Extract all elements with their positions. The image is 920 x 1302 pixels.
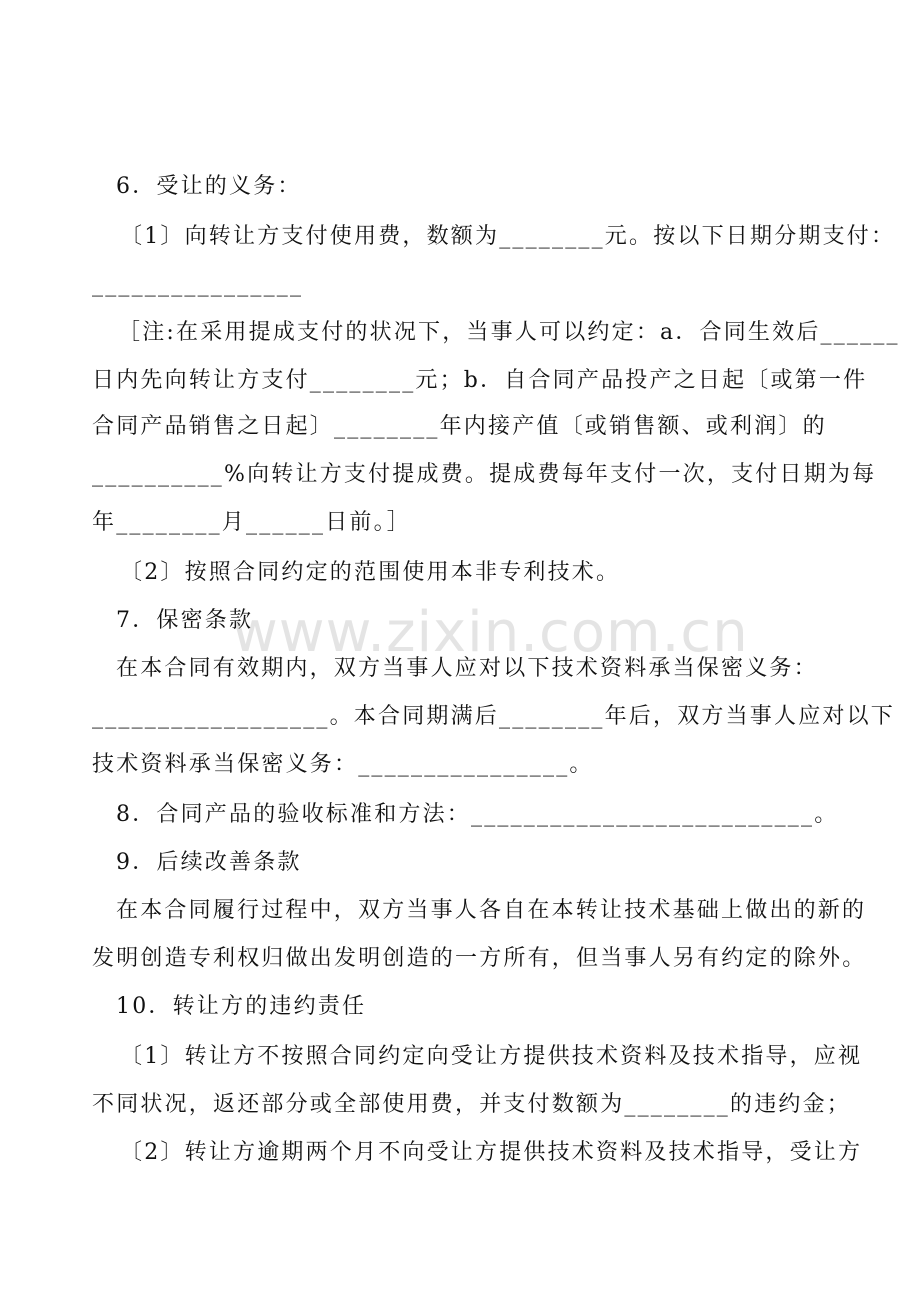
section-10-heading: 10．转让方的违约责任	[116, 994, 367, 1019]
section-7-line-1: 在本合同有效期内，双方当事人应对以下技术资料承当保密义务：	[116, 656, 818, 681]
note-line-3: 合同产品销售之日起〕________年内接产值〔或销售额、或利润〕的	[92, 414, 827, 439]
clause-6-1: 〔1〕向转让方支付使用费，数额为________元。按以下日期分期支付：	[120, 224, 896, 249]
section-8: 8．合同产品的验收标准和方法：__________________________。	[116, 802, 839, 827]
blank-line: ________________	[92, 272, 304, 297]
section-7-line-3: 技术资料承当保密义务：________________。	[92, 752, 594, 777]
clause-10-1-line-2: 不同状况，返还部分或全部使用费，并支付数额为________的违约金；	[92, 1092, 852, 1117]
clause-10-1-line-1: 〔1〕转让方不按照合同约定向受让方提供技术资料及技术指导，应视	[120, 1044, 863, 1069]
section-6-heading: 6．受让的义务：	[116, 174, 302, 199]
section-7-heading: 7．保密条款	[116, 608, 254, 633]
note-line-4: __________%向转让方支付提成费。提成费每年支付一次，支付日期为每	[92, 462, 877, 487]
section-9-line-2: 发明创造专利权归做出发明创造的一方所有，但当事人另有约定的除外。	[92, 946, 867, 971]
note-line-2: 日内先向转让方支付________元；b．自合同产品投产之日起〔或第一件	[92, 368, 868, 393]
clause-10-2: 〔2〕转让方逾期两个月不向受让方提供技术资料及技术指导，受让方	[120, 1140, 863, 1165]
note-line-5: 年________月______日前。］	[92, 510, 412, 535]
note-line-1: ［注:在采用提成支付的状况下，当事人可以约定：a．合同生效后______	[118, 320, 900, 345]
section-9-heading: 9．后续改善条款	[116, 850, 302, 875]
watermark: www.zixin.com.cn	[232, 600, 749, 665]
section-9-line-1: 在本合同履行过程中，双方当事人各自在本转让技术基础上做出的新的	[116, 898, 867, 923]
section-7-line-2: __________________。本合同期满后________年后，双方当事人应对以下	[92, 704, 896, 729]
clause-6-2: 〔2〕按照合同约定的范围使用本非专利技术。	[120, 560, 621, 585]
